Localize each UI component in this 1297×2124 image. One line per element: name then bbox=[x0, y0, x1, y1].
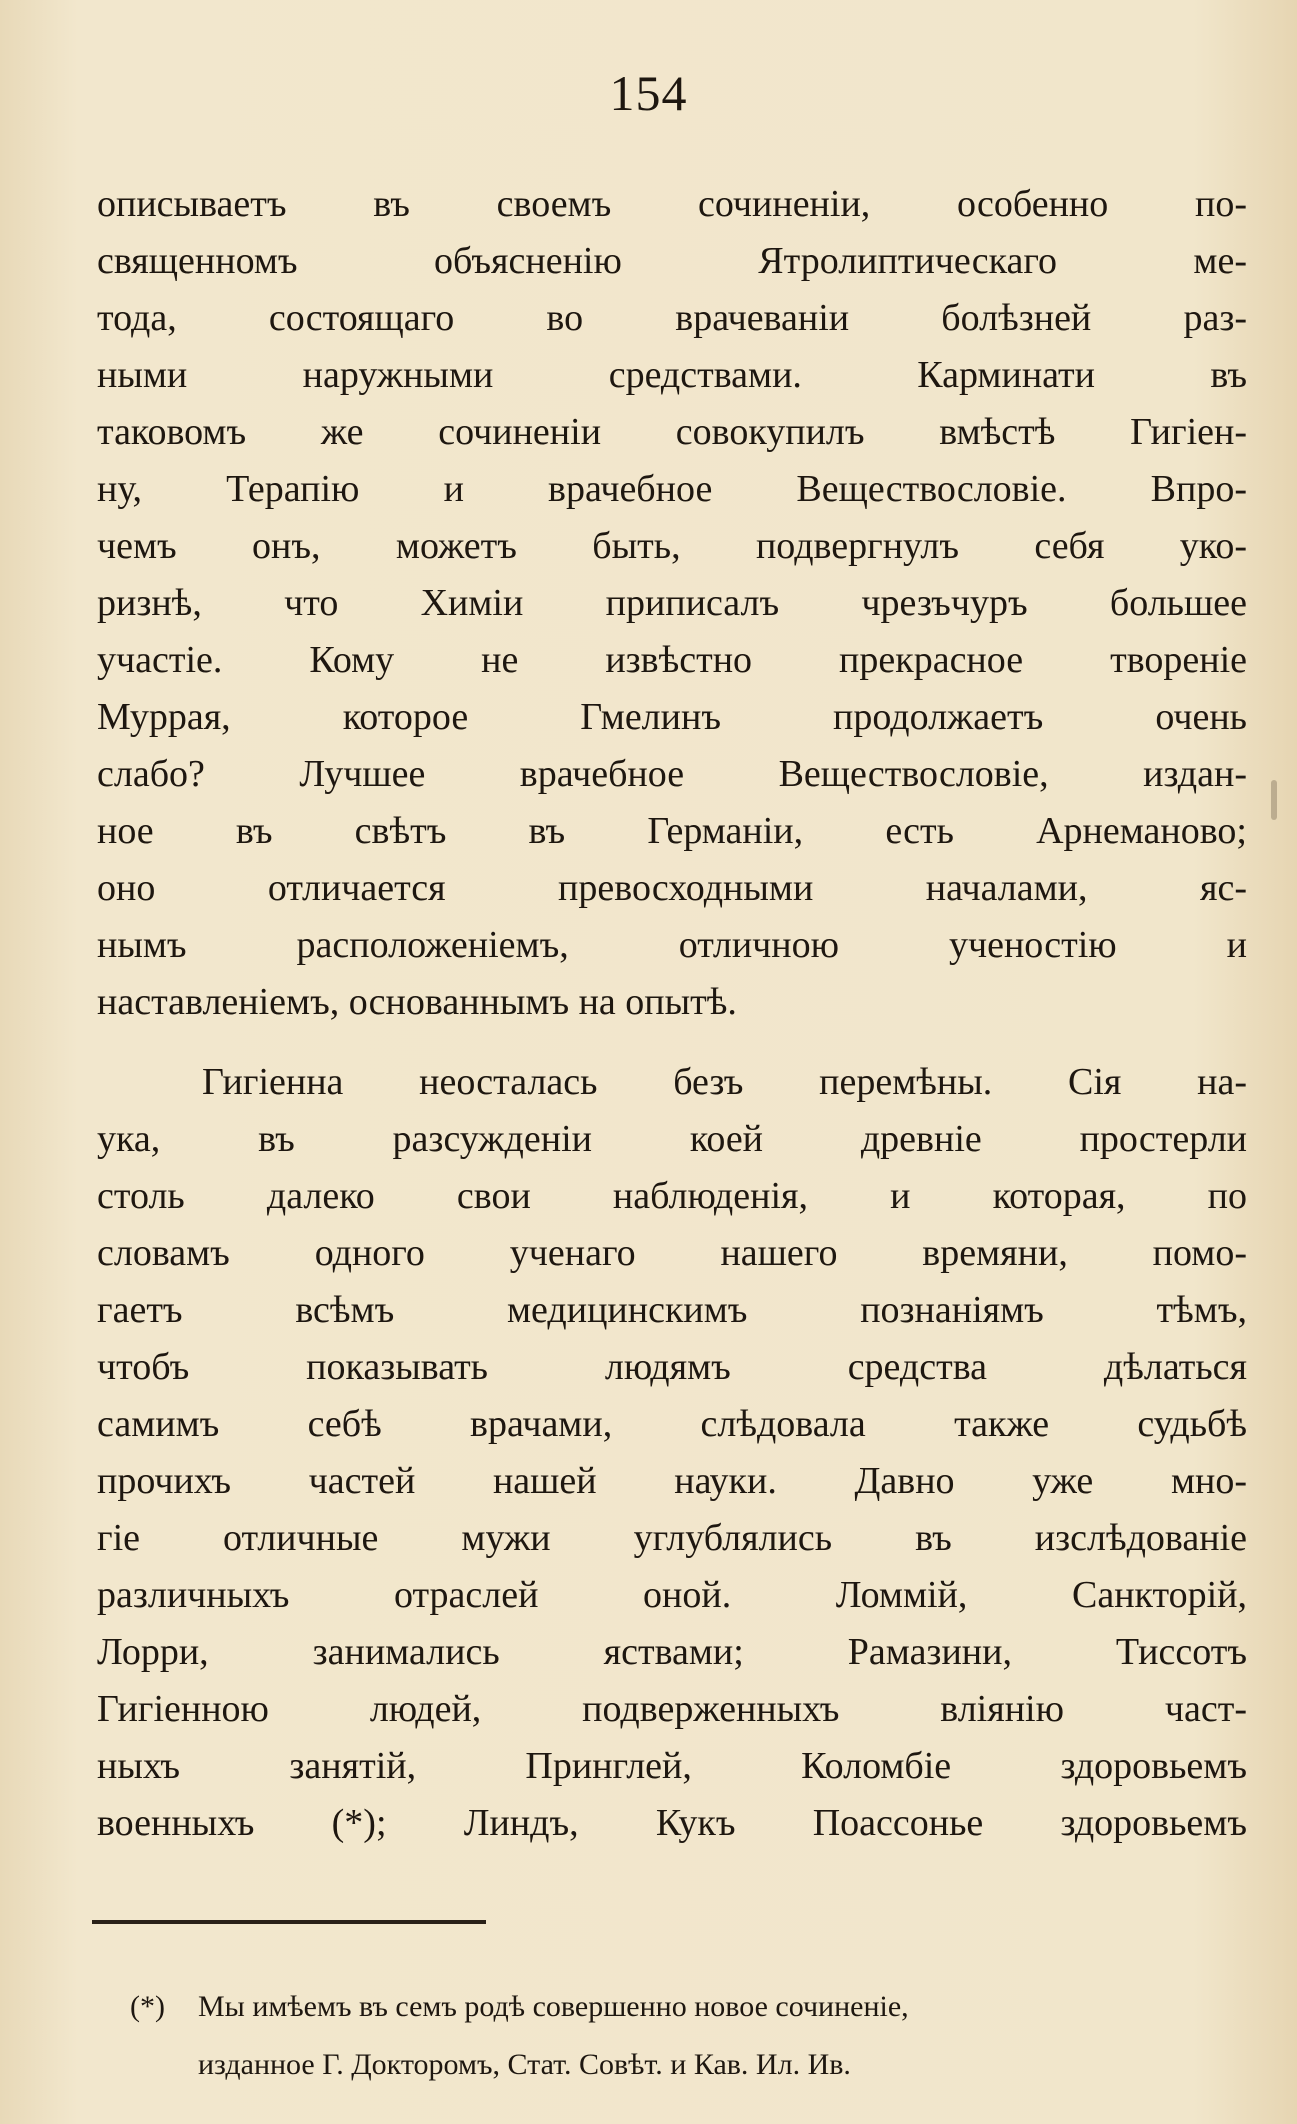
text-line: ризнѣ, что Химіи приписалъ чрезъчуръ большее bbox=[97, 582, 1247, 624]
margin-mark bbox=[1271, 780, 1277, 820]
text-line: наставленіемъ, основаннымъ на опытѣ. bbox=[97, 981, 737, 1023]
footnote-marker: (*) bbox=[130, 1990, 165, 2023]
footnote-line-1 bbox=[130, 1978, 1245, 2036]
text-line: различныхъ отраслей оной. Ломмій, Санкторій, bbox=[97, 1574, 1247, 1616]
footnote-text: Мы имѣемъ въ семъ родѣ совершенно новое сочиненіе, bbox=[198, 1990, 909, 2023]
footnote-line-2: изданное Г. Докторомъ, Стат. Совѣт. и Кав. Ил. Ив. bbox=[198, 2048, 851, 2081]
text-line: Лорри, занимались яствами; Рамазини, Тиссотъ bbox=[97, 1631, 1247, 1673]
text-line: гаетъ всѣмъ медицинскимъ познаніямъ тѣмъ, bbox=[97, 1289, 1247, 1331]
text-line: столь далеко свои наблюденія, и которая, по bbox=[97, 1175, 1247, 1217]
text-line: ными наружными средствами. Карминати въ bbox=[97, 354, 1247, 396]
page-number: 154 bbox=[609, 65, 688, 121]
text-line: Гигіенною людей, подверженныхъ вліянію част- bbox=[97, 1688, 1247, 1730]
text-line: ное въ свѣтъ въ Германіи, есть Арнеманово; bbox=[97, 810, 1247, 852]
text-line: тода, состоящаго во врачеваніи болѣзней раз- bbox=[97, 297, 1247, 339]
text-line: самимъ себѣ врачами, слѣдовала также судьбѣ bbox=[97, 1403, 1247, 1445]
text-line: оно отличается превосходными началами, яс- bbox=[97, 867, 1247, 909]
text-line: Гигіенна неосталась безъ перемѣны. Сія на- bbox=[202, 1061, 1247, 1103]
paragraph-2 bbox=[97, 1054, 1247, 1852]
text-line: священномъ объясненію Ятролиптическаго ме- bbox=[97, 240, 1247, 282]
text-line: чемъ онъ, можетъ быть, подвергнулъ себя уко- bbox=[97, 525, 1247, 567]
text-line: слабо? Лучшее врачебное Веществословіе, издан- bbox=[97, 753, 1247, 795]
text-line: военныхъ (*); Линдъ, Кукъ Поассонье здоровьемъ bbox=[97, 1802, 1247, 1844]
footnote bbox=[130, 1978, 1245, 2094]
text-line: чтобъ показывать людямъ средства дѣлаться bbox=[97, 1346, 1247, 1388]
text-line: таковомъ же сочиненіи совокупилъ вмѣстѣ Гигіен- bbox=[97, 411, 1247, 453]
text-line: прочихъ частей нашей науки. Давно уже мно- bbox=[97, 1460, 1247, 1502]
text-line: ну, Терапію и врачебное Веществословіе. Впро- bbox=[97, 468, 1247, 510]
footnote-divider bbox=[92, 1920, 486, 1924]
text-line: ныхъ занятій, Принглей, Коломбіе здоровьемъ bbox=[97, 1745, 1247, 1787]
text-line: гіе отличные мужи углублялись въ изслѣдованіе bbox=[97, 1517, 1247, 1559]
text-line: нымъ расположеніемъ, отличною ученостію и bbox=[97, 924, 1247, 966]
paragraph-1 bbox=[97, 176, 1247, 1031]
text-line: участіе. Кому не извѣстно прекрасное твореніе bbox=[97, 639, 1247, 681]
text-line: Муррая, которое Гмелинъ продолжаетъ очень bbox=[97, 696, 1247, 738]
text-line: словамъ одного ученаго нашего времяни, помо- bbox=[97, 1232, 1247, 1274]
text-line: ука, въ разсужденіи коей древніе простерли bbox=[97, 1118, 1247, 1160]
text-line: описываетъ въ своемъ сочиненіи, особенно по- bbox=[97, 183, 1247, 225]
